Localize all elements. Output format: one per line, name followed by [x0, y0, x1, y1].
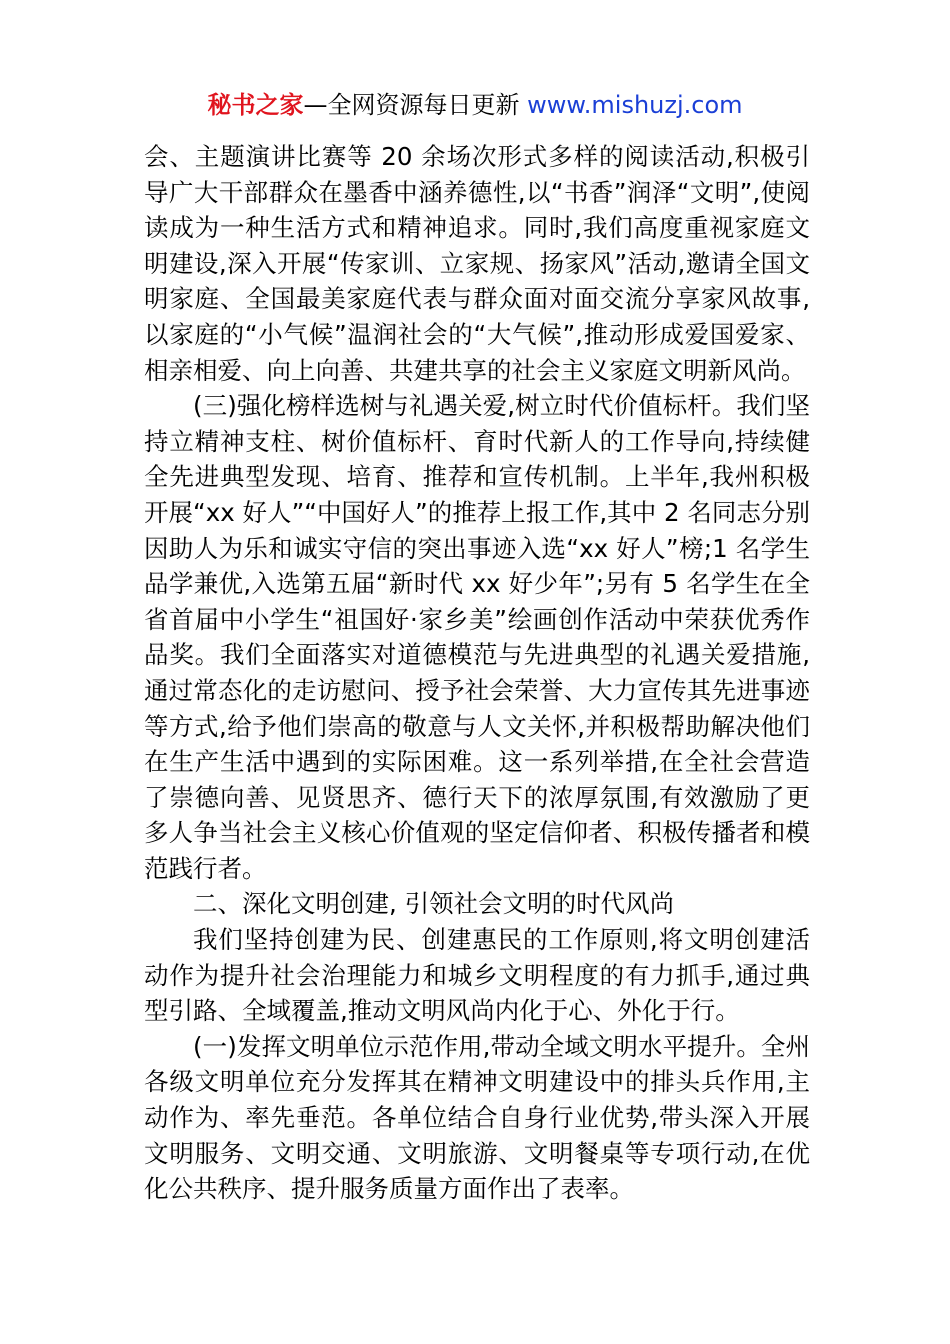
- site-header: [0, 88, 950, 122]
- brand-name: 秘书之家: [207, 91, 304, 119]
- paragraph-section-two-intro: 我们坚持创建为民、创建惠民的工作原则,将文明创建活动作为提升社会治理能力和城乡文明程度的有力抓手,通过典型引路、全域覆盖,推动文明风尚内化于心、外化于行。: [144, 925, 810, 1026]
- section-heading-two: 二、深化文明创建, 引领社会文明的时代风尚: [193, 889, 675, 919]
- header-tagline: —全网资源每日更新: [303, 91, 528, 119]
- site-url-link[interactable]: www.mishuzj.com: [527, 91, 743, 119]
- paragraph-continuation: 会、主题演讲比赛等 20 余场次形式多样的阅读活动,积极引导广大干部群众在墨香中涵养德性,以“书香”润泽“文明”,使阅读成为一种生活方式和精神追求。同时,我们高度重视家庭文明建设,深入开展“传家训、立家规、扬家风”活动,邀请全国文明家庭、全国最美家庭代表与群众面对面交流分享家风故事,以家庭的“小气候”温润社会的“大气候”,推动形成爱国爱家、相亲相爱、向上向善、共建共享的社会主义家庭文明新风尚。: [144, 142, 810, 385]
- paragraph-subsection-one: (一)发挥文明单位示范作用,带动全域文明水平提升。全州各级文明单位充分发挥其在精神文明建设中的排头兵作用,主动作为、率先垂范。各单位结合自身行业优势,带头深入开展文明服务、文明交通、文明旅游、文明餐桌等专项行动,在优化公共秩序、提升服务质量方面作出了表率。: [144, 1031, 810, 1204]
- document-body: [144, 139, 810, 1207]
- paragraph-section-three: (三)强化榜样选树与礼遇关爱,树立时代价值标杆。我们坚持立精神支柱、树价值标杆、育时代新人的工作导向,持续健全先进典型发现、培育、推荐和宣传机制。上半年,我州积极开展“xx 好人”“中国好人”的推荐上报工作,其中 2 名同志分别因助人为乐和诚实守信的突出事迹入选“xx 好人”榜;1 名学生品学兼优,入选第五届“新时代 xx 好少年”;另有 5 名学生在全省首届中小学生“祖国好·家乡美”绘画创作活动中荣获优秀作品奖。我们全面落实对道德模范与先进典型的礼遇关爱措施,通过常态化的走访慰问、授予社会荣誉、大力宣传其先进事迹等方式,给予他们崇高的敬意与人文关怀,并积极帮助解决他们在生产生活中遇到的实际困难。这一系列举措,在全社会营造了崇德向善、见贤思齐、德行天下的浓厚氛围,有效激励了更多人争当社会主义核心价值观的坚定信仰者、积极传播者和模范践行者。: [144, 391, 810, 883]
